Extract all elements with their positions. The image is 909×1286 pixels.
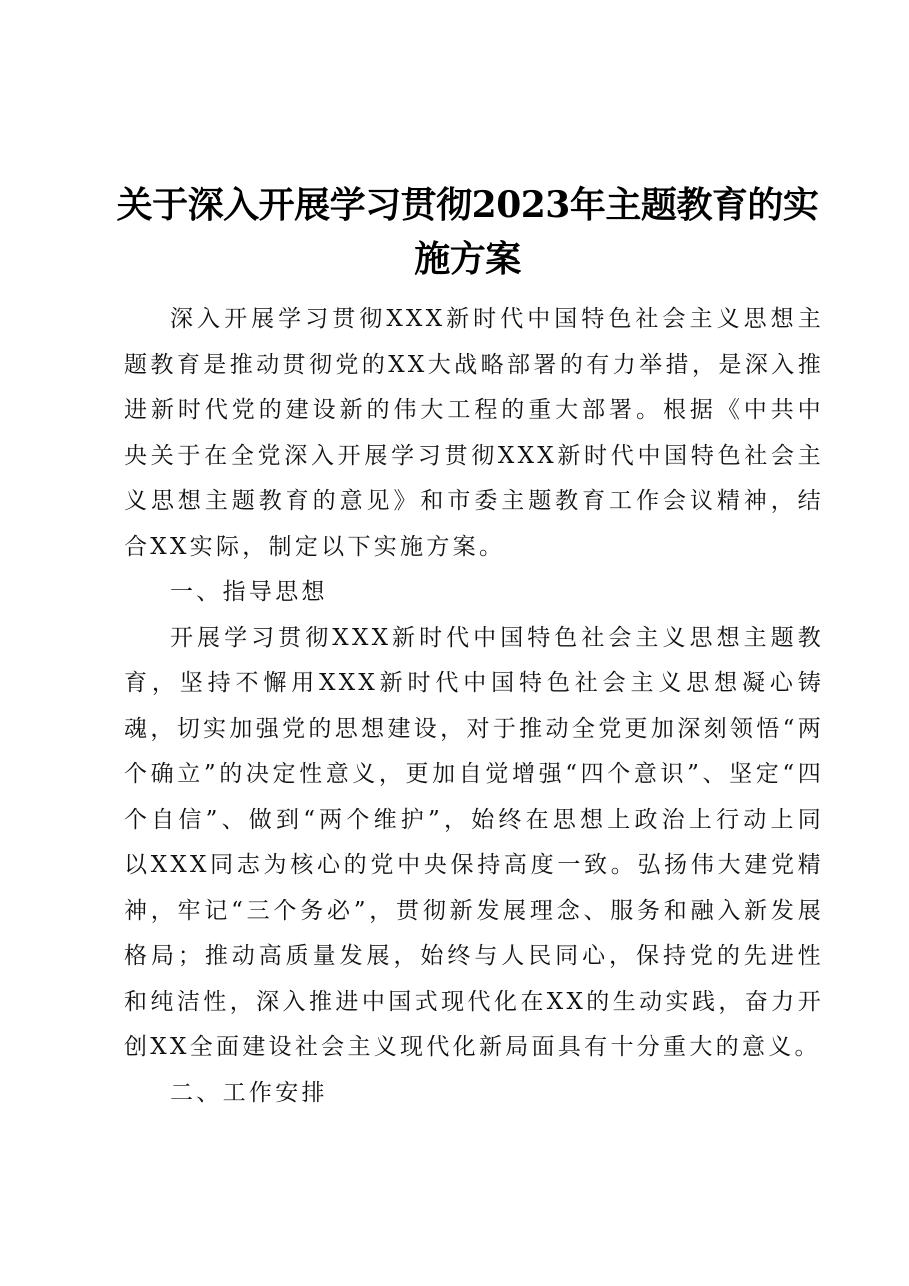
section-heading-work-arrangement: 二、工作安排 [170, 1079, 328, 1106]
section-heading-guiding-ideology: 一、指导思想 [170, 579, 328, 605]
intro-paragraph: 深入开展学习贯彻XXX新时代中国特色社会主义思想主题教育是推动贯彻党的XX大战略部署的有力举措，是深入推进新时代党的建设新的伟大工程的重大部署。根据《中共中央关于在全党深入开展学习贯彻XXX新时代中国特色社会主义思想主题教育的意见》和市委主题教育工作会议精神，结合XX实际，制定以下实施方案。 [124, 306, 824, 560]
guiding-ideology-paragraph: 开展学习贯彻XXX新时代中国特色社会主义思想主题教育，坚持不懈用XXX新时代中国特色社会主义思想凝心铸魂，切实加强党的思想建设，对于推动全党更加深刻领悟“两个确立”的决定性意义，更加自觉增强“四个意识”、坚定“四个自信”、做到“两个维护”，始终在思想上政治上行动上同以XXX同志为核心的党中央保持高度一致。弘扬伟大建党精神，牢记“三个务必”，贯彻新发展理念、服务和融入新发展格局；推动高质量发展，始终与人民同心，保持党的先进性和纯洁性，深入推进中国式现代化在XX的生动实践，奋力开创XX全面建设社会主义现代化新局面具有十分重大的意义。 [124, 624, 824, 1060]
document-body [124, 297, 824, 1116]
document-title: 关于深入开展学习贯彻2023年主题教育的实施方案 [116, 184, 819, 280]
